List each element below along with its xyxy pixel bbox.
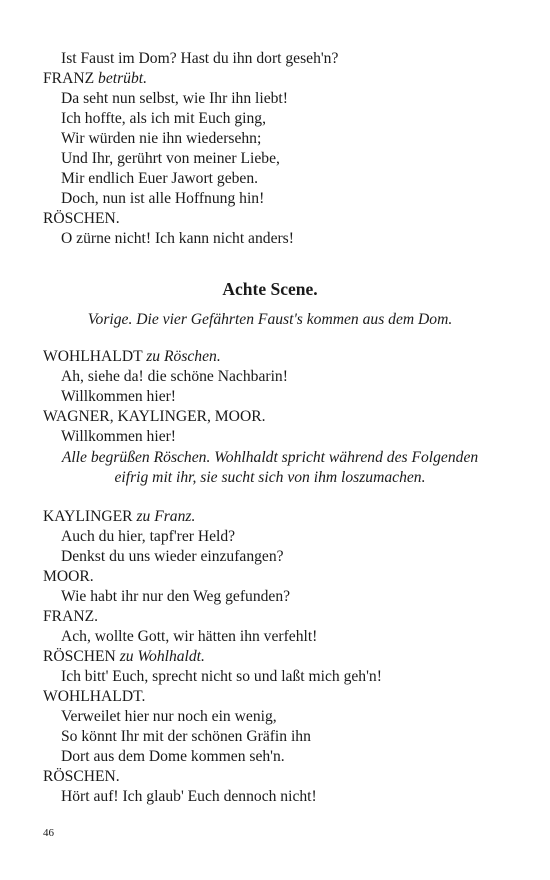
speaker-line (43, 507, 513, 527)
speaker-line (43, 69, 513, 89)
verse-line: Auch du hier, tapf'rer Held? (61, 528, 236, 545)
verse-line: Willkommen hier! (61, 428, 176, 445)
verse-line: Wir würden nie ihn wiedersehn; (61, 130, 262, 147)
page-number: 46 (43, 827, 54, 839)
speaker-name: RÖSCHEN. (43, 768, 120, 785)
speaker-name: MOOR. (43, 568, 94, 585)
verse-line: Ah, siehe da! die schöne Nachbarin! (61, 368, 288, 385)
stage-direction-line-1: Alle begrüßen Röschen. Wohlhaldt spricht während des Folgenden (61, 449, 479, 466)
speaker-line (43, 209, 513, 229)
speaker-line (43, 687, 513, 707)
dialogue-block-1 (43, 49, 513, 249)
speaker-name: WAGNER, KAYLINGER, MOOR. (43, 408, 266, 425)
speaker-name: WOHLHALDT. (43, 688, 146, 705)
speaker-name: WOHLHALDT (43, 348, 143, 365)
speaker-name: RÖSCHEN (43, 648, 116, 665)
verse-line: Doch, nun ist alle Hoffnung hin! (61, 190, 265, 207)
verse-line: Willkommen hier! (61, 388, 176, 405)
verse-line: Ich bitt' Euch, sprecht nicht so und laßt mich geh'n! (61, 668, 382, 685)
verse-line: Ist Faust im Dom? Hast du ihn dort geseh'n? (61, 50, 339, 67)
dialogue-block-2 (43, 347, 513, 447)
speaker-line (43, 647, 513, 667)
verse-line: O zürne nicht! Ich kann nicht anders! (61, 230, 294, 247)
verse-line: Ach, wollte Gott, wir hätten ihn verfehlt! (61, 628, 318, 645)
verse-line: Denkst du uns wieder einzufangen? (61, 548, 284, 565)
speaker-line (43, 567, 513, 587)
verse-line: Und Ihr, gerührt von meiner Liebe, (61, 150, 280, 167)
verse-line: Dort aus dem Dome kommen seh'n. (61, 748, 285, 765)
verse-line: Hört auf! Ich glaub' Euch dennoch nicht! (61, 788, 317, 805)
speaker-name: RÖSCHEN. (43, 210, 120, 227)
verse-line: Wie habt ihr nur den Weg gefunden? (61, 588, 291, 605)
speaker-direction: zu Wohlhaldt. (119, 648, 205, 665)
speaker-line (43, 347, 513, 367)
speaker-line (43, 407, 513, 427)
stage-direction-line-2: eifrig mit ihr, sie sucht sich von ihm loszumachen. (114, 469, 426, 486)
speaker-line (43, 767, 513, 787)
speaker-direction: zu Franz. (136, 508, 196, 525)
dialogue-block-3 (43, 507, 513, 807)
verse-line: Verweilet hier nur noch ein wenig, (61, 708, 277, 725)
speaker-direction: betrübt. (98, 70, 147, 87)
speaker-direction: zu Röschen. (146, 348, 221, 365)
verse-line: So könnt Ihr mit der schönen Gräfin ihn (61, 728, 311, 745)
verse-line: Da seht nun selbst, wie Ihr ihn liebt! (61, 90, 288, 107)
speaker-name: KAYLINGER (43, 508, 133, 525)
scene-title: Achte Scene. (222, 279, 318, 299)
verse-line: Ich hoffte, als ich mit Euch ging, (61, 110, 266, 127)
speaker-name: FRANZ (43, 70, 95, 87)
verse-line: Mir endlich Euer Jawort geben. (61, 170, 259, 187)
scene-stage-direction: Vorige. Die vier Gefährten Faust's kommen aus dem Dom. (87, 311, 453, 328)
speaker-line (43, 607, 513, 627)
speaker-name: FRANZ. (43, 608, 99, 625)
